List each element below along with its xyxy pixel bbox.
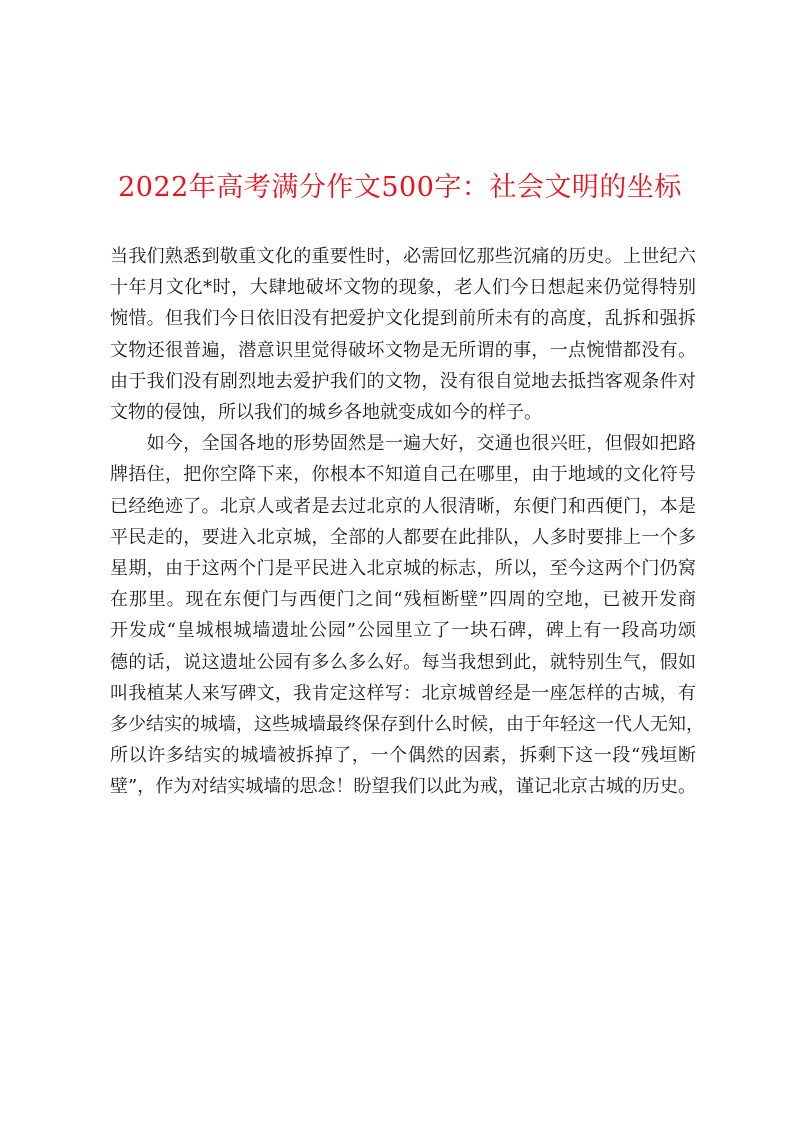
text-line: 开发成“皇城根城墙遗址公园”公园里立了一块石碑，碑上有一段高功颂 — [110, 620, 696, 642]
text-line: 十年月文化*时，大肆地破坏文物的现象，老人们今日想起来仍觉得特别 — [110, 277, 696, 299]
text-line: 星期，由于这两个门是平民进入北京城的标志，所以，至今这两个门仍窝 — [110, 558, 696, 580]
text-line: 如今，全国各地的形势固然是一遍大好，交通也很兴旺，但假如把路 — [110, 433, 696, 455]
text-line: 所以许多结实的城墙被拆掉了，一个偶然的因素，拆剩下这一段“残垣断 — [110, 745, 696, 767]
text-line: 文物的侵蚀，所以我们的城乡各地就变成如今的样子。 — [110, 402, 542, 424]
text-line: 由于我们没有剧烈地去爱护我们的文物，没有很自觉地去抵挡客观条件对 — [110, 370, 696, 392]
text-line: 惋惜。但我们今日依旧没有把爱护文化提到前所未有的高度，乱拆和强拆 — [110, 308, 696, 330]
document-title: 2022年高考满分作文500字：社会文明的坐标 — [118, 172, 682, 203]
text-line: 德的话，说这遗址公园有多么多么好。每当我想到此，就特别生气，假如 — [110, 651, 696, 673]
paragraph-2 — [110, 428, 704, 802]
text-line: 文物还很普遍，潜意识里觉得破坏文物是无所谓的事，一点惋惜都没有。 — [110, 339, 696, 361]
text-line: 当我们熟悉到敬重文化的重要性时，必需回忆那些沉痛的历史。上世纪六 — [110, 246, 696, 267]
text-line: 在那里。现在东便门与西便门之间“残桓断壁”四周的空地，已被开发商 — [110, 589, 696, 611]
text-line: 多少结实的城墙，这些城墙最终保存到什么时候，由于年轻这一代人无知， — [110, 714, 704, 736]
text-line: 已经绝迹了。北京人或者是去过北京的人很清晰，东便门和西便门，本是 — [110, 495, 696, 517]
paragraph-1 — [110, 241, 696, 428]
text-line: 叫我植某人来写碑文，我肯定这样写：北京城曾经是一座怎样的古城，有 — [110, 682, 696, 704]
document-body — [110, 241, 704, 803]
text-line: 壁”，作为对结实城墙的思念！盼望我们以此为戒，谨记北京古城的历史。 — [110, 776, 696, 798]
text-line: 平民走的，要进入北京城，全部的人都要在此排队，人多时要排上一个多 — [110, 526, 696, 548]
text-line: 牌捂住，把你空降下来，你根本不知道自己在哪里，由于地域的文化符号 — [110, 464, 696, 486]
